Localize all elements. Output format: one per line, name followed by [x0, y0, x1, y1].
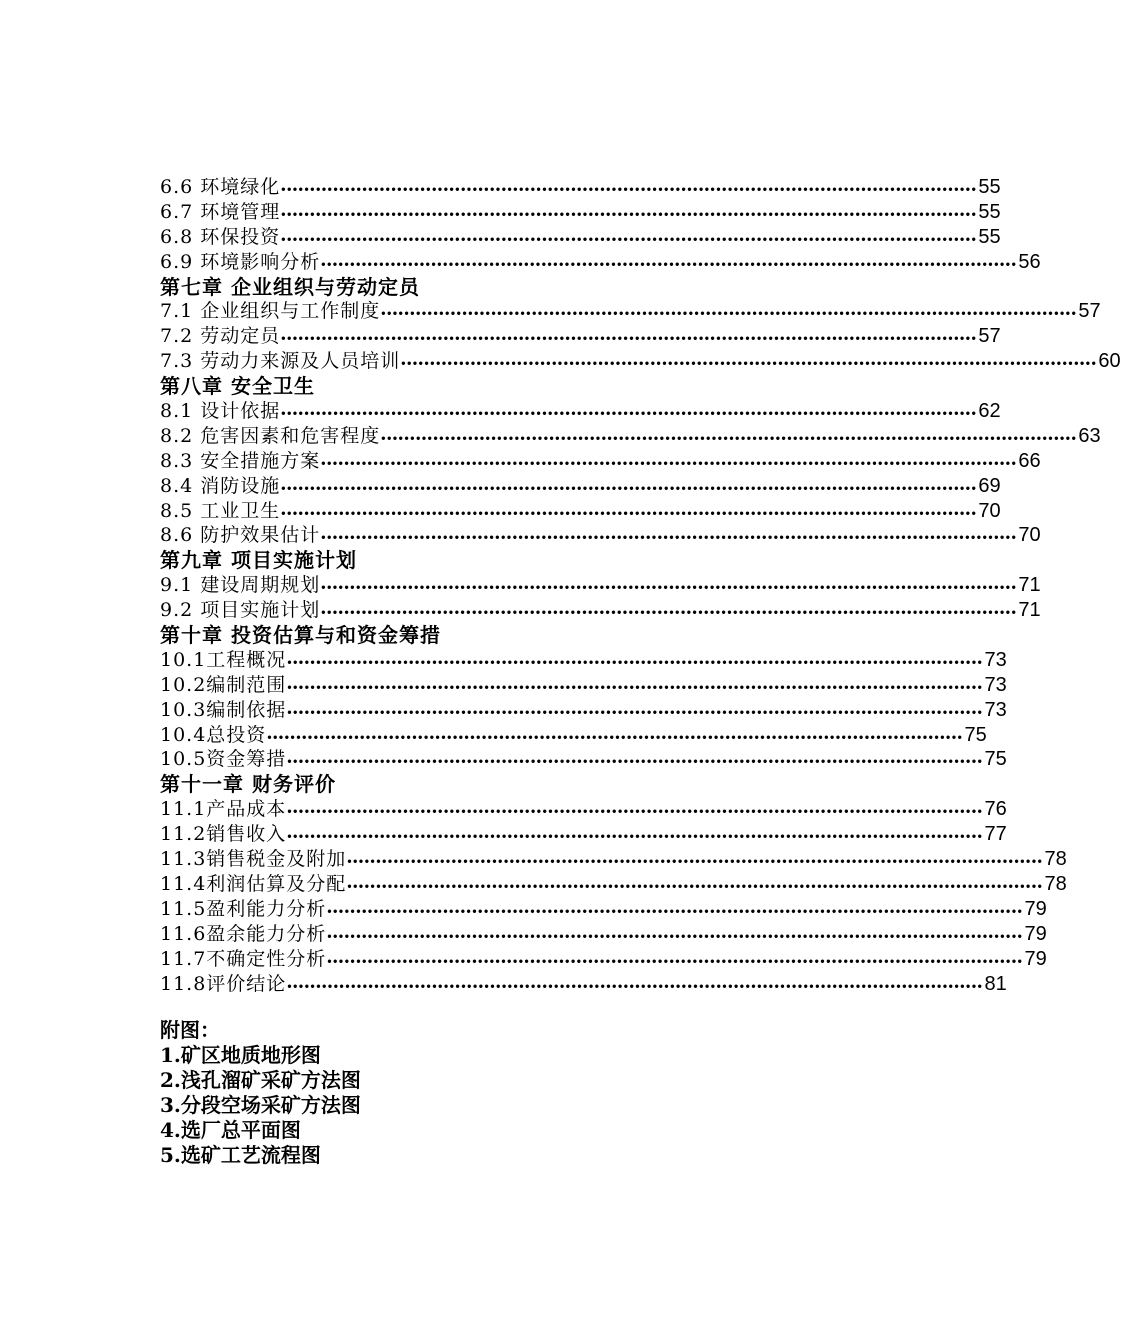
toc-entry-label: 8.3 安全措施方案 [160, 449, 321, 472]
toc-dot-leader: •••••••••••••••••••••••••••••••••••••••••••••••••••••••••••••••••••••••••••••••••••••••••••••••••••••••••••••••••••••••• [327, 903, 1024, 918]
toc-dot-leader: •••••••••••••••••••••••••••••••••••••••••••••••••••••••••••••••••••••••••••••••••••••••••••••••••••••••••••••••••••••••• [287, 654, 984, 669]
toc-dot-leader: •••••••••••••••••••••••••••••••••••••••••••••••••••••••••••••••••••••••••••••••••••••••••••••••••••••••••••••••••••••••• [281, 182, 978, 196]
toc-entry[interactable] [160, 797, 1007, 822]
toc-entry-label: 11.5盈利能力分析 [160, 897, 327, 920]
toc-dot-leader: •••••••••••••••••••••••••••••••••••••••••••••••••••••••••••••••••••••••••••••••••••••••••••••••••••••••••••••••••••••••• [287, 978, 984, 993]
toc-entry-page-number: 71 [1018, 599, 1041, 622]
toc-entry[interactable] [160, 324, 1001, 349]
toc-entry-label: 7.1 企业组织与工作制度 [160, 300, 381, 323]
toc-dot-leader: •••••••••••••••••••••••••••••••••••••••••••••••••••••••••••••••••••••••••••••••••••••••••••••••••••••••••••••••••••••••• [327, 953, 1024, 968]
appendix-item: 1.矿区地质地形图 [160, 1043, 321, 1067]
toc-dot-leader: •••••••••••••••••••••••••••••••••••••••••••••••••••••••••••••••••••••••••••••••••••••••••••••••••••••••••••••••••••••••• [401, 356, 1098, 371]
toc-entry[interactable] [160, 499, 1001, 524]
toc-dot-leader: •••••••••••••••••••••••••••••••••••••••••••••••••••••••••••••••••••••••••••••••••••••••••••••••••••••••••••••••••••••••• [281, 231, 978, 246]
toc-entry-label: 11.2销售收入 [160, 823, 287, 846]
toc-entry-page-number: 78 [1044, 872, 1067, 895]
toc-entry-page-number: 63 [1078, 424, 1101, 447]
appendix-list [160, 1018, 760, 1168]
toc-entry-page-number: 73 [984, 698, 1007, 721]
toc-entry-label: 6.9 环境影响分析 [160, 250, 321, 273]
toc-dot-leader: •••••••••••••••••••••••••••••••••••••••••••••••••••••••••••••••••••••••••••••••••••••••••••••••••••••••••••••••••••••••• [287, 754, 984, 769]
toc-dot-leader: •••••••••••••••••••••••••••••••••••••••••••••••••••••••••••••••••••••••••••••••••••••••••••••••••••••••••••••••••••••••• [321, 455, 1018, 470]
appendix-items [160, 1043, 760, 1168]
toc-entry-label: 11.3销售税金及附加 [160, 848, 347, 871]
toc-chapter-heading: 第七章 企业组织与劳动定员 [160, 274, 420, 299]
table-of-contents [160, 175, 1121, 996]
toc-entry[interactable] [160, 175, 1001, 200]
toc-entry-label: 11.7不确定性分析 [160, 947, 327, 970]
toc-dot-leader: •••••••••••••••••••••••••••••••••••••••••••••••••••••••••••••••••••••••••••••••••••••••••••••••••••••••••••••••••••••••• [381, 430, 1078, 445]
toc-entry-page-number: 60 [1098, 350, 1121, 373]
toc-entry-label: 11.8评价结论 [160, 972, 287, 995]
appendix-item: 5.选矿工艺流程图 [160, 1143, 321, 1167]
toc-entry-page-number: 75 [964, 723, 987, 746]
toc-entry-label: 9.2 项目实施计划 [160, 599, 321, 622]
toc-entry-page-number: 73 [984, 673, 1007, 696]
toc-entry-page-number: 55 [978, 225, 1001, 248]
toc-chapter-heading: 第八章 安全卫生 [160, 374, 315, 399]
toc-entry-page-number: 79 [1024, 947, 1047, 970]
toc-dot-leader: •••••••••••••••••••••••••••••••••••••••••••••••••••••••••••••••••••••••••••••••••••••••••••••••••••••••••••••••••••••••• [267, 729, 964, 744]
toc-entry-label: 11.6盈余能力分析 [160, 922, 327, 945]
toc-entry[interactable] [160, 723, 987, 748]
toc-entry-label: 8.5 工业卫生 [160, 499, 281, 522]
toc-dot-leader: •••••••••••••••••••••••••••••••••••••••••••••••••••••••••••••••••••••••••••••••••••••••••••••••••••••••••••••••••••••••• [321, 256, 1018, 271]
toc-entry-label: 8.2 危害因素和危害程度 [160, 424, 381, 447]
toc-entry-page-number: 79 [1024, 897, 1047, 920]
toc-entry-label: 10.5资金筹措 [160, 748, 287, 771]
toc-entry-page-number: 56 [1018, 250, 1041, 273]
toc-entry[interactable] [160, 399, 1001, 424]
appendix-title: 附图： [160, 1018, 220, 1042]
toc-chapter-heading: 第九章 项目实施计划 [160, 548, 357, 573]
toc-dot-leader: •••••••••••••••••••••••••••••••••••••••••••••••••••••••••••••••••••••••••••••••••••••••••••••••••••••••••••••••••••••••• [321, 605, 1018, 620]
toc-entry-page-number: 62 [978, 400, 1001, 423]
toc-dot-leader: •••••••••••••••••••••••••••••••••••••••••••••••••••••••••••••••••••••••••••••••••••••••••••••••••••••••••••••••••••••••• [381, 306, 1078, 321]
toc-entry-page-number: 57 [1078, 300, 1101, 323]
toc-dot-leader: •••••••••••••••••••••••••••••••••••••••••••••••••••••••••••••••••••••••••••••••••••••••••••••••••••••••••••••••••••••••• [281, 206, 978, 221]
toc-entry-label: 10.3编制依据 [160, 698, 287, 721]
toc-entry[interactable] [160, 972, 1007, 997]
toc-entry-label: 10.2编制范围 [160, 673, 287, 696]
toc-chapter-heading: 第十一章 财务评价 [160, 772, 336, 797]
toc-entry-label: 11.4利润估算及分配 [160, 872, 347, 895]
toc-dot-leader: •••••••••••••••••••••••••••••••••••••••••••••••••••••••••••••••••••••••••••••••••••••••••••••••••••••••••••••••••••••••• [327, 928, 1024, 943]
toc-entry-label: 9.1 建设周期规划 [160, 574, 321, 597]
toc-dot-leader: •••••••••••••••••••••••••••••••••••••••••••••••••••••••••••••••••••••••••••••••••••••••••••••••••••••••••••••••••••••••• [321, 530, 1018, 545]
toc-dot-leader: •••••••••••••••••••••••••••••••••••••••••••••••••••••••••••••••••••••••••••••••••••••••••••••••••••••••••••••••••••••••• [281, 480, 978, 495]
toc-entry[interactable] [160, 598, 1041, 623]
toc-entry[interactable] [160, 200, 1001, 225]
toc-dot-leader: •••••••••••••••••••••••••••••••••••••••••••••••••••••••••••••••••••••••••••••••••••••••••••••••••••••••••••••••••••••••• [347, 878, 1044, 893]
toc-entry[interactable] [160, 225, 1001, 250]
toc-entry-page-number: 55 [978, 176, 1001, 198]
toc-entry-label: 6.6 环境绿化 [160, 176, 281, 198]
toc-entry-label: 8.4 消防设施 [160, 474, 281, 497]
toc-entry-page-number: 70 [978, 499, 1001, 522]
toc-entry-page-number: 77 [984, 823, 1007, 846]
toc-entry-page-number: 76 [984, 798, 1007, 821]
toc-dot-leader: •••••••••••••••••••••••••••••••••••••••••••••••••••••••••••••••••••••••••••••••••••••••••••••••••••••••••••••••••••••••• [347, 854, 1044, 869]
toc-entry-page-number: 70 [1018, 524, 1041, 547]
toc-entry-label: 10.4总投资 [160, 723, 267, 746]
toc-entry[interactable] [160, 947, 1047, 972]
toc-chapter-heading: 第十章 投资估算与和资金筹措 [160, 623, 441, 648]
toc-entry[interactable] [160, 349, 1121, 374]
toc-dot-leader: •••••••••••••••••••••••••••••••••••••••••••••••••••••••••••••••••••••••••••••••••••••••••••••••••••••••••••••••••••••••• [321, 580, 1018, 595]
toc-entry[interactable] [160, 847, 1067, 872]
toc-entry-label: 7.3 劳动力来源及人员培训 [160, 350, 401, 373]
toc-entry[interactable] [160, 523, 1041, 548]
toc-entry-label: 7.2 劳动定员 [160, 325, 281, 348]
toc-dot-leader: •••••••••••••••••••••••••••••••••••••••••••••••••••••••••••••••••••••••••••••••••••••••••••••••••••••••••••••••••••••••• [287, 829, 984, 844]
toc-entry-page-number: 78 [1044, 848, 1067, 871]
toc-entry-label: 6.8 环保投资 [160, 225, 281, 248]
toc-entry-label: 10.1工程概况 [160, 648, 287, 671]
toc-entry-page-number: 79 [1024, 922, 1047, 945]
toc-entry-page-number: 75 [984, 748, 1007, 771]
toc-entry[interactable] [160, 573, 1041, 598]
toc-entry[interactable] [160, 872, 1067, 897]
toc-dot-leader: •••••••••••••••••••••••••••••••••••••••••••••••••••••••••••••••••••••••••••••••••••••••••••••••••••••••••••••••••••••••• [281, 331, 978, 346]
toc-entry-page-number: 66 [1018, 449, 1041, 472]
toc-entry-label: 8.6 防护效果估计 [160, 524, 321, 547]
toc-entry[interactable] [160, 449, 1041, 474]
toc-dot-leader: •••••••••••••••••••••••••••••••••••••••••••••••••••••••••••••••••••••••••••••••••••••••••••••••••••••••••••••••••••••••• [287, 704, 984, 719]
toc-entry-label: 11.1产品成本 [160, 798, 287, 821]
toc-entry-page-number: 73 [984, 648, 1007, 671]
toc-dot-leader: •••••••••••••••••••••••••••••••••••••••••••••••••••••••••••••••••••••••••••••••••••••••••••••••••••••••••••••••••••••••• [287, 679, 984, 694]
toc-dot-leader: •••••••••••••••••••••••••••••••••••••••••••••••••••••••••••••••••••••••••••••••••••••••••••••••••••••••••••••••••••••••• [281, 505, 978, 520]
toc-entry[interactable] [160, 897, 1047, 922]
toc-entry-page-number: 71 [1018, 574, 1041, 597]
toc-entry[interactable] [160, 648, 1007, 673]
toc-entry[interactable] [160, 673, 1007, 698]
appendix-item: 3.分段空场采矿方法图 [160, 1093, 361, 1117]
toc-entry[interactable] [160, 747, 1007, 772]
toc-entry-label: 6.7 环境管理 [160, 200, 281, 223]
toc-entry[interactable] [160, 299, 1101, 324]
toc-dot-leader: •••••••••••••••••••••••••••••••••••••••••••••••••••••••••••••••••••••••••••••••••••••••••••••••••••••••••••••••••••••••• [287, 804, 984, 819]
toc-entry[interactable] [160, 474, 1001, 499]
appendix-item: 4.选厂总平面图 [160, 1118, 301, 1142]
toc-entry-page-number: 69 [978, 474, 1001, 497]
toc-entry[interactable] [160, 822, 1007, 847]
toc-entry[interactable] [160, 698, 1007, 723]
toc-entry-page-number: 57 [978, 325, 1001, 348]
toc-entry-label: 8.1 设计依据 [160, 400, 281, 423]
toc-entry[interactable] [160, 424, 1101, 449]
toc-entry[interactable] [160, 250, 1041, 275]
toc-entry-page-number: 81 [984, 972, 1007, 995]
toc-entry[interactable] [160, 922, 1047, 947]
appendix-item: 2.浅孔溜矿采矿方法图 [160, 1068, 361, 1092]
toc-entry-page-number: 55 [978, 200, 1001, 223]
toc-dot-leader: •••••••••••••••••••••••••••••••••••••••••••••••••••••••••••••••••••••••••••••••••••••••••••••••••••••••••••••••••••••••• [281, 406, 978, 421]
